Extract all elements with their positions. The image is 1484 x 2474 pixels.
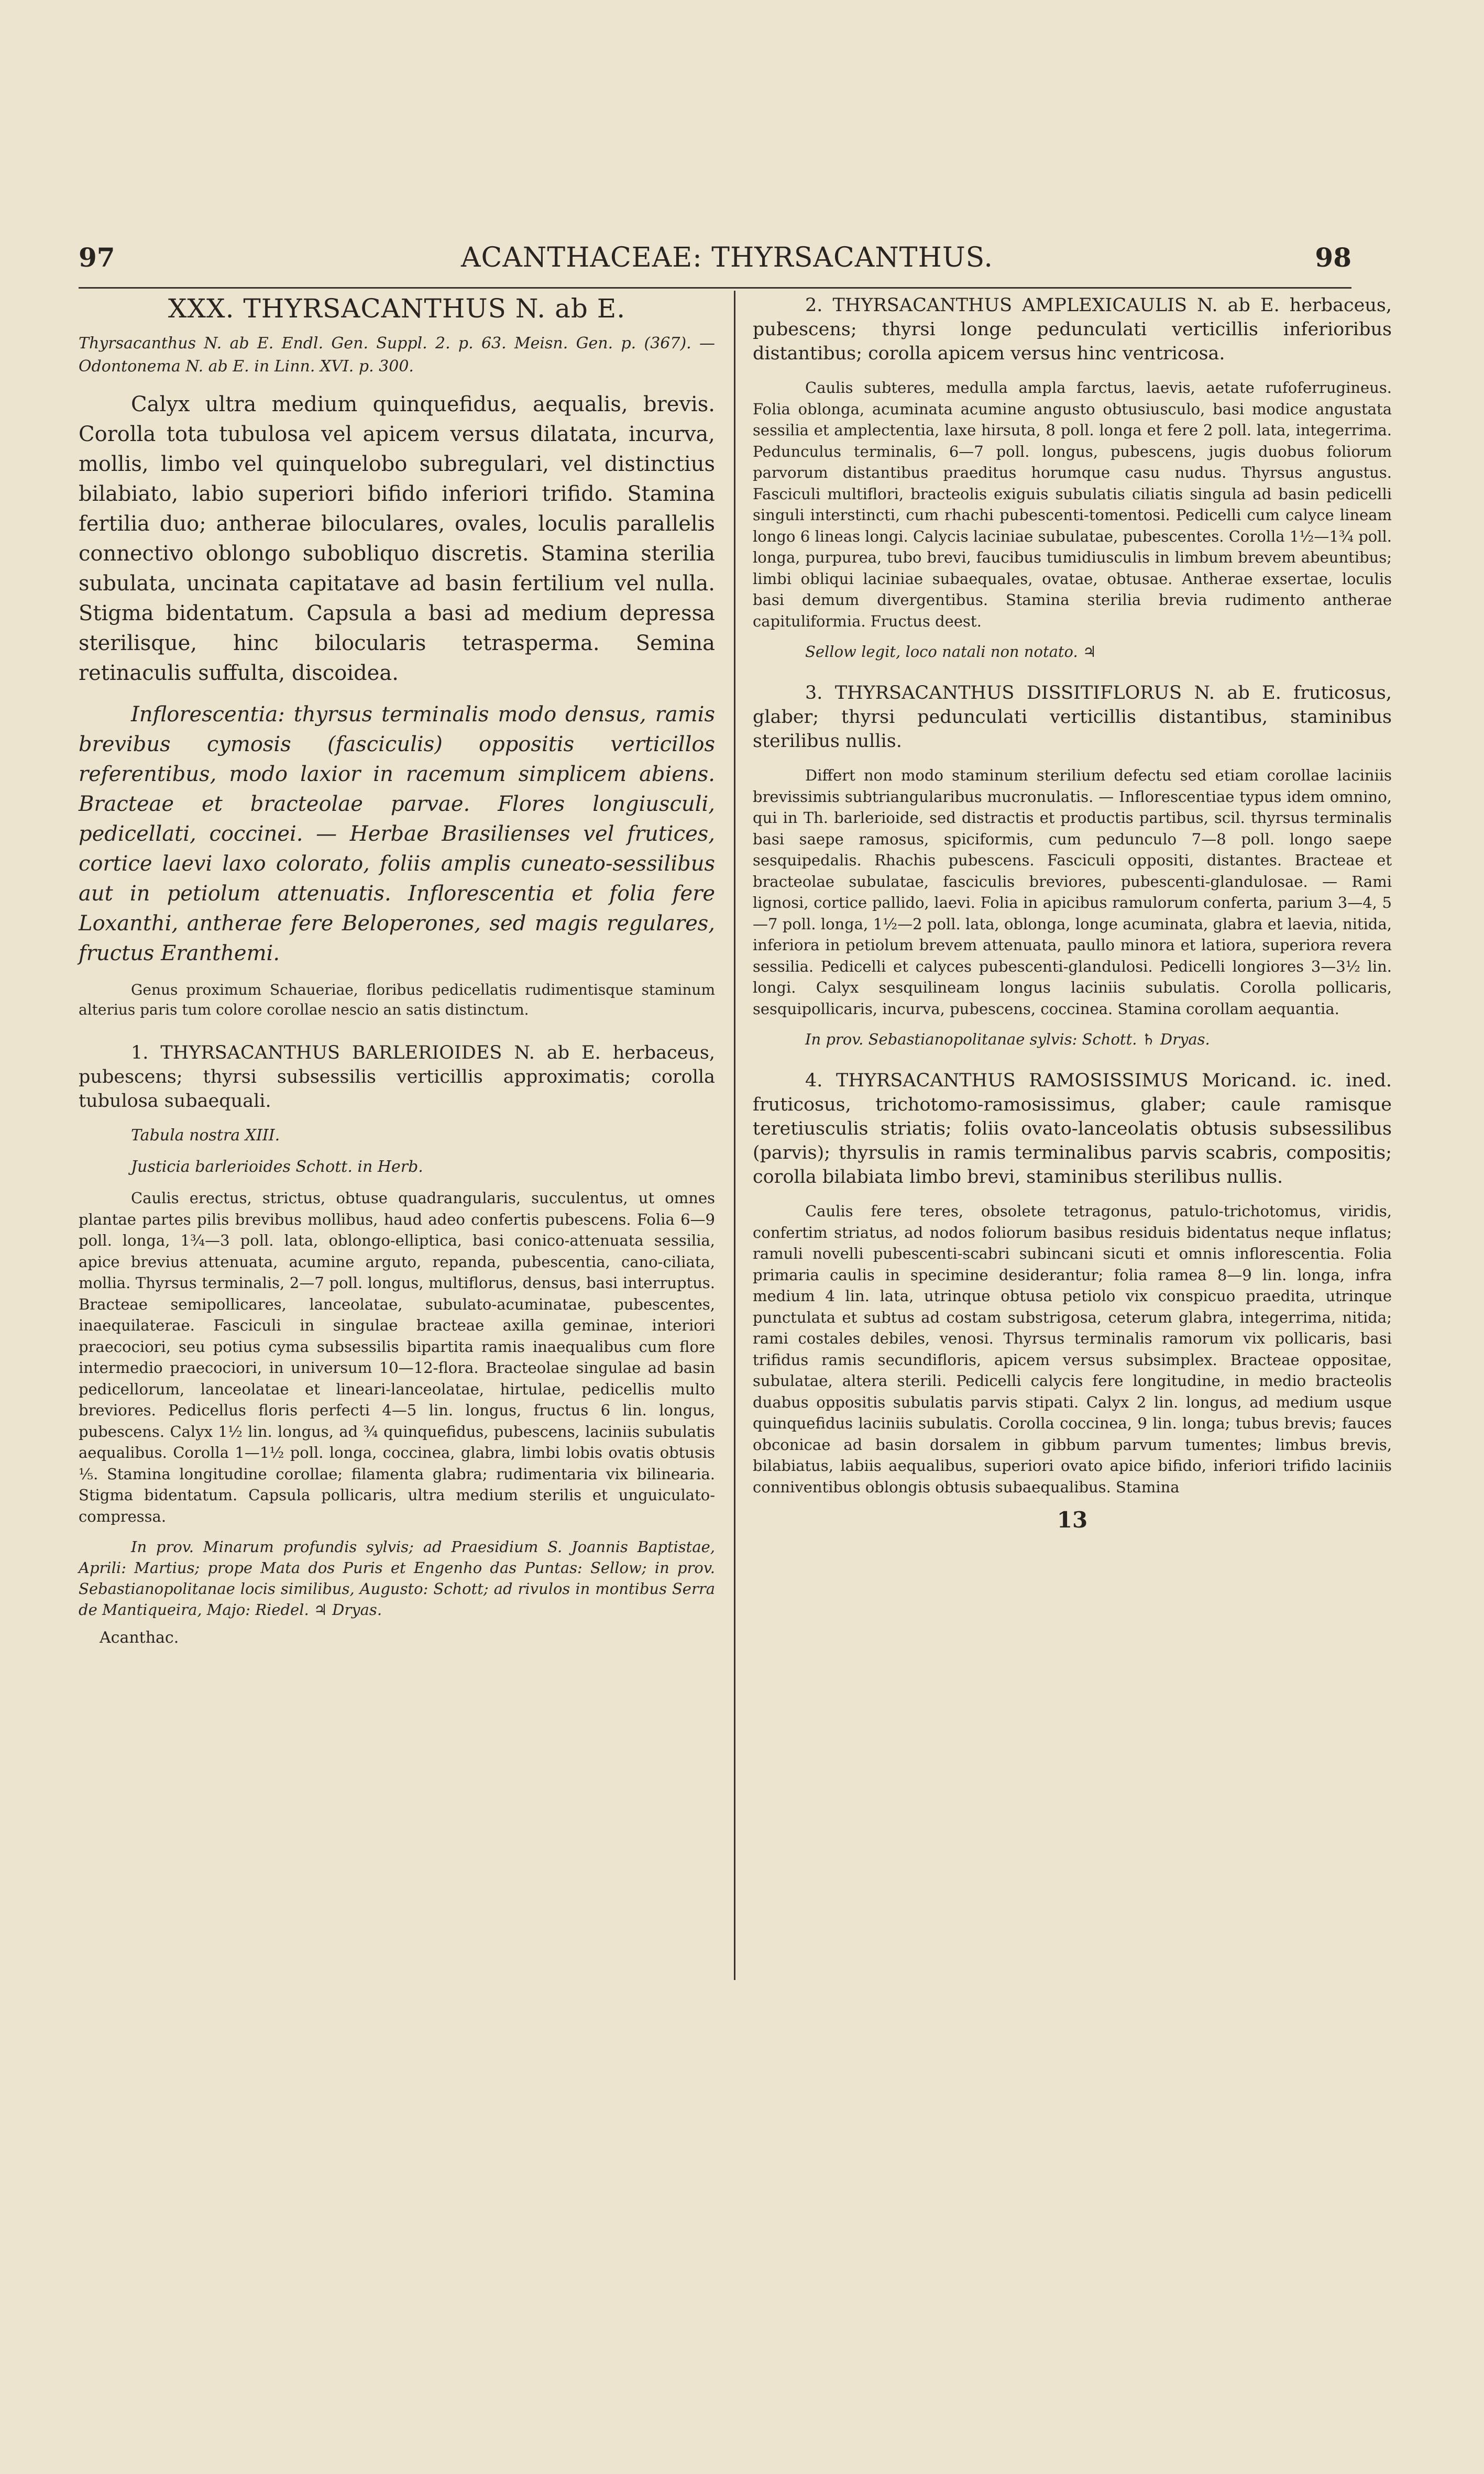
signature-mark: 13 — [1057, 1507, 1088, 1533]
genus-title: XXX. THYRSACANTHUS N. ab E. — [168, 293, 626, 324]
column-divider — [734, 291, 735, 1980]
catchword: Acanthac. — [100, 1629, 179, 1647]
genus-synonymy: Thyrsacanthus N. ab E. Endl. Gen. Suppl. 2. p. 63. Meisn. Gen. p. (367). — Odontonema N. ab E. in Linn. XVI. p. 300. — [79, 334, 715, 376]
species-1-plate: Tabula nostra XIII. — [131, 1126, 280, 1145]
running-title: ACANTHACEAE: THYRSACANTHUS. — [461, 242, 993, 273]
running-header — [79, 242, 1351, 279]
left-column — [79, 293, 715, 1647]
species-1-synonym: Justicia barlerioides Schott. in Herb. — [131, 1158, 423, 1176]
page-number-right: 98 — [1315, 242, 1351, 273]
genus-character: Calyx ultra medium quinquefidus, aequalis, brevis. Corolla tota tubulosa vel apicem versus dilatata, incurva, mollis, limbo vel quinquelobo subregulari, vel distinctius bilabiato, labio superiori bifido inferiori trifido. Stamina fertilia duo; antherae biloculares, ovales, loculis parallelis connectivo oblongo subobliquo discretis. Stamina sterilia subulata, uncinata capitatave ad basin fertilium vel nulla. Stigma bidentatum. Capsula a basi ad medium depressa sterilisque, hinc bilocularis tetrasperma. Semina retinaculis suffulta, discoidea. — [79, 392, 715, 685]
species-4-description: Caulis fere teres, obsolete tetragonus, patulo-trichotomus, viridis, confertim striatus, ad nodos foliorum basibus residuis bidentatus neque inflatus; ramuli novelli pubescenti-scabri subincani sicuti et omnis inflorescentia. Folia primaria caulis in specimine desiderantur; folia ramea 8—9 lin. longa, infra medium 4 lin. lata, utrinque obtusa petiolo vix conspicuo praedita, utrinque punctulata et subtus ad costam substrigosa, ceterum glabra, integerrima, nitida; rami costales debiles, venosi. Thyrsus terminalis ramorum vix pollicaris, basi trifidus ramis secundifloris, apicem versus subsimplex. Bracteae oppositae, subulatae, altera sterili. Pedicelli calycis fere longitudine, in medio bracteolis duabus oppositis subulatis parvis stipati. Calyx 2 lin. longus, ad medium usque quinquefidus laciniis subulatis. Corolla coccinea, 9 lin. longa; tubus brevis; fauces obconicae ad basin dorsalem in gibbum parvum tumentes; limbus brevis, bilabiatus, labiis aequalibus, superiori ovato apice bifido, inferiori trifido laciniis conniventibus oblongis obtusis subaequalibus. Stamina — [753, 1202, 1392, 1496]
species-2-description: Caulis subteres, medulla ampla farctus, laevis, aetate rufoferrugineus. Folia oblonga, acuminata acumine angusto obtusiusculo, basi modice angustata sessilia et amplectentia, laxe hirsuta, 8 poll. longa et fere 2 poll. lata, integerrima. Pedunculus terminalis, 6—7 poll. longus, pubescens, jugis duobus foliorum parvorum distantibus praeditus horumque casu nudus. Thyrsus angustus. Fasciculi multiflori, bracteolis exiguis subulatis ciliatis singula ad basin pedicelli singuli interstincti, cum rhachi pubescenti-tomentosi. Pedicelli cum calyce lineam longo 6 lineas longi. Calycis laciniae subulatae, pubescentes. Corolla 1½—1¾ poll. longa, purpurea, tubo brevi, faucibus tumidiusculis in limbum brevem abeuntibus; limbi obliqui laciniae subaequales, ovatae, obtusae. Antherae exsertae, loculis basi demum divergentibus. Stamina sterilia brevia rudimento antherae capituliformia. Fructus deest. — [753, 379, 1392, 630]
species-2-heading: 2. THYRSACANTHUS AMPLEXICAULIS N. ab E. herbaceus, pubescens; thyrsi longe pedunculati verticillis inferioribus distantibus; corolla apicem versus hinc ventricosa. — [753, 295, 1392, 364]
species-4-heading: 4. THYRSACANTHUS RAMOSISSIMUS Moricand. ic. ined. fruticosus, trichotomo-ramosissimus, glaber; caule ramisque teretiusculis striatis; foliis ovato-lanceolatis obtusis subsessilibus (parvis); thyrsulis in ramis terminalibus parvis scabris, compositis; corolla bilabiata limbo brevi, staminibus sterilibus nullis. — [753, 1070, 1392, 1187]
genus-inflorescentia: Inflorescentia: thyrsus terminalis modo densus, ramis brevibus cymosis (fasciculis) oppositis verticillos referentibus, modo laxior in racemum simplicem abiens. Bracteae et bracteolae parvae. Flores longiusculi, pedicellati, coccinei. — Herbae Brasilienses vel frutices, cortice laevi laxo colorato, foliis amplis cuneato-sessilibus aut in petiolum attenuatis. Inflorescentia et folia fere Loxanthi, antherae fere Beloperones, sed magis regulares, fructus Eranthemi. — [79, 702, 715, 965]
species-2-locality: Sellow legit, loco natali non notato. ♃ — [805, 643, 1096, 661]
species-3-heading: 3. THYRSACANTHUS DISSITIFLORUS N. ab E. fruticosus, glaber; thyrsi pedunculati verticillis distantibus, staminibus sterilibus nullis. — [753, 683, 1392, 752]
species-3-description: Differt non modo staminum sterilium defectu sed etiam corollae laciniis brevissimis subtriangularibus mucronulatis. — Inflorescentiae typus idem omnino, qui in Th. barlerioide, sed distractis et productis partibus, scil. thyrsus terminalis basi saepe ramosus, spiciformis, cum pedunculo 7—8 poll. longo saepe sesquipedalis. Rhachis pubescens. Fasciculi oppositi, distantes. Bracteae et bracteolae subulatae, fasciculis breviores, pubescenti-glandulosae. — Rami lignosi, cortice pallido, laevi. Folia in apicibus ramulorum conferta, parium 3—4, 5—7 poll. longa, 1½—2 poll. lata, oblonga, longe acuminata, glabra et laevia, nitida, inferiora in petiolum brevem attenuata, paullo minora et latiora, superiora revera sessilia. Pedicelli et calyces pubescenti-glandulosi. Pedicelli longiores 3—3½ lin. longi. Calyx sesquilineam longus laciniis subulatis. Corolla pollicaris, sesquipollicaris, incurva, pubescens, coccinea. Stamina corollam aequantia. — [753, 766, 1392, 1018]
species-1-locality: In prov. Minarum profundis sylvis; ad Praesidium S. Joannis Baptistae, Aprili: Martius; prope Mata dos Puris et Engenho das Puntas: Sellow; in prov. Sebastianopolitanae locis similibus, Augusto: Schott; ad rivulos in montibus Serra de Mantiqueira, Majo: Riedel. ♃ Dryas. — [79, 1538, 715, 1619]
right-column — [753, 293, 1392, 1533]
species-1-heading: 1. THYRSACANTHUS BARLERIOIDES N. ab E. herbaceus, pubescens; thyrsi subsessilis verticillis approximatis; corolla tubulosa subaequali. — [79, 1042, 715, 1112]
header-rule — [79, 287, 1351, 289]
genus-note: Genus proximum Schaueriae, floribus pedicellatis rudimentisque staminum alterius paris tum colore corollae nescio an satis distinctum. — [79, 981, 715, 1018]
species-3-locality: In prov. Sebastianopolitanae sylvis: Schott. ♄ Dryas. — [805, 1030, 1210, 1048]
species-1-description: Caulis erectus, strictus, obtuse quadrangularis, succulentus, ut omnes plantae partes pilis brevibus mollibus, haud adeo confertis pubescens. Folia 6—9 poll. longa, 1¾—3 poll. lata, oblongo-elliptica, basi conico-attenuata sessilia, apice brevius attenuata, acumine arguto, repanda, pubescentia, cano-ciliata, mollia. Thyrsus terminalis, 2—7 poll. longus, multiflorus, densus, basi interruptus. Bracteae semipollicares, lanceolatae, subulato-acuminatae, pubescentes, inaequilaterae. Fasciculi in singulae bracteae axilla geminae, interiori praecociori, seu potius cyma subsessilis bipartita ramis inaequalibus cum flore intermedio praecociori, in universum 10—12-flora. Bracteolae singulae ad basin pedicellorum, lanceolatae et lineari-lanceolatae, hirtulae, pedicellis multo breviores. Pedicellus floris perfecti 4—5 lin. longus, fructus 6 lin. longus, pubescens. Calyx 1½ lin. longus, ad ¾ quinquefidus, pubescens, laciniis subulatis aequalibus. Corolla 1—1½ poll. longa, coccinea, glabra, limbi lobis ovatis obtusis ⅕. Stamina longitudine corollae; filamenta glabra; rudimentaria vix bilinearia. Stigma bidentatum. Capsula pollicaris, ultra medium sterilis et unguiculato-compressa. — [79, 1189, 715, 1525]
page-number-left: 97 — [79, 242, 115, 273]
